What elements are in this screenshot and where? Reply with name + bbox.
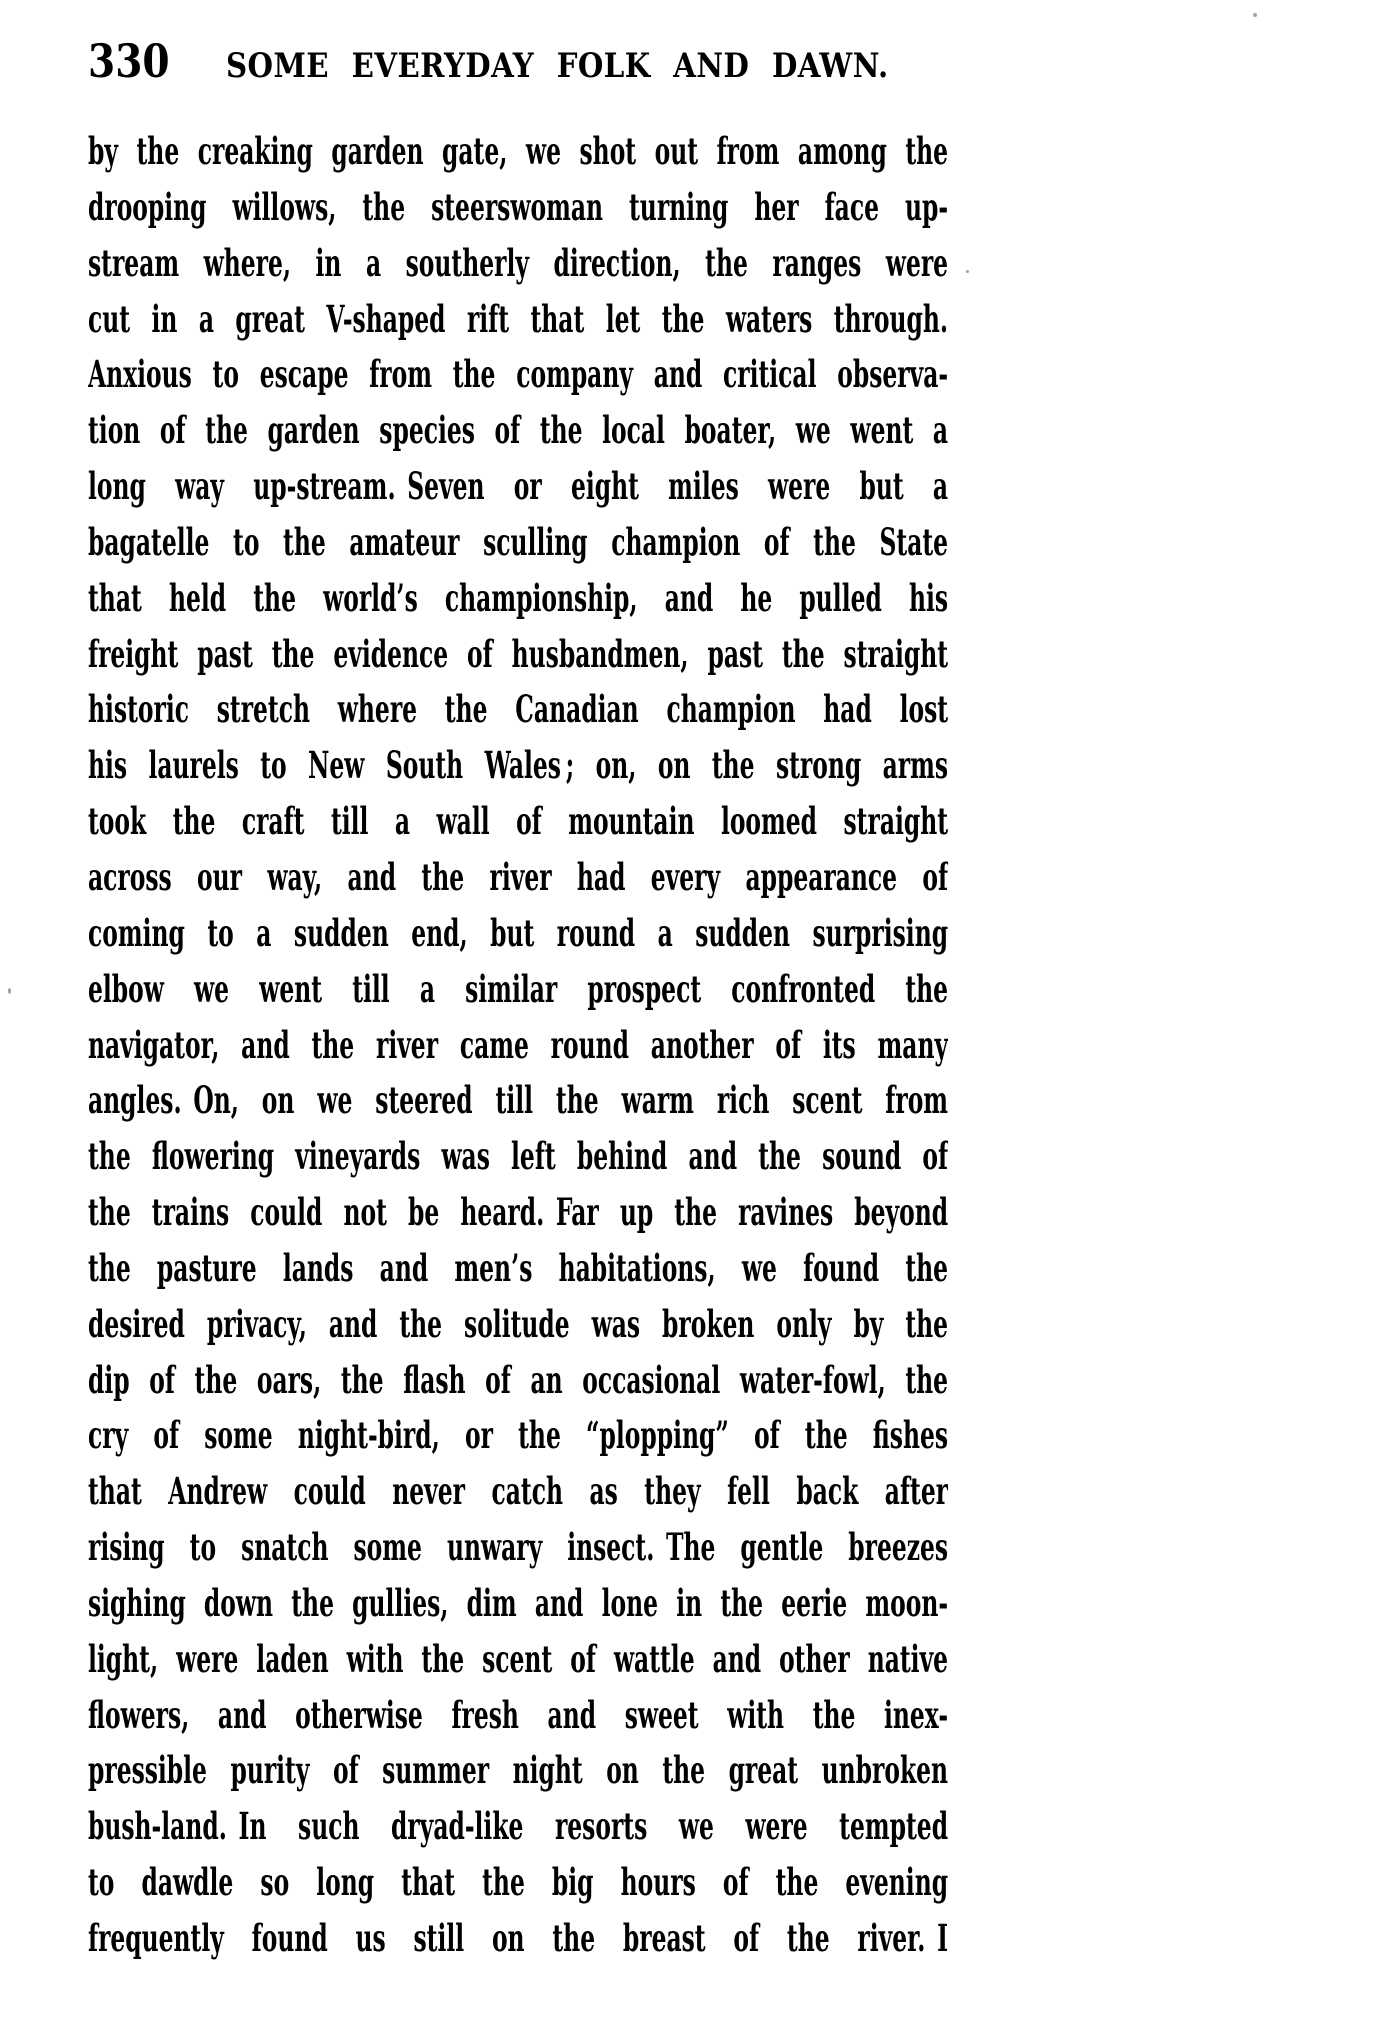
text-line: his laurels to New South Wales ; on, on the strong arms xyxy=(88,743,949,788)
text-line: that held the world’s championship, and he pulled his xyxy=(88,575,949,620)
text-line: sighing down the gullies, dim and lone in the eerie moon- xyxy=(88,1580,949,1625)
text-line: to dawdle so long that the big hours of the evening xyxy=(88,1860,949,1905)
text-block xyxy=(88,124,948,1967)
text-line: rising to snatch some unwary insect. The gentle breezes xyxy=(88,1525,949,1570)
text-line: freight past the evidence of husbandmen, past the straight xyxy=(88,631,949,676)
text-line: cut in a great V-shaped rift that let the waters through. xyxy=(88,296,949,341)
text-line: historic stretch where the Canadian champion had lost xyxy=(88,687,949,732)
text-line: drooping willows, the steerswoman turning her face up- xyxy=(88,184,949,229)
text-line: across our way, and the river had every appearance of xyxy=(88,854,949,899)
text-line: desired privacy, and the solitude was broken only by the xyxy=(88,1301,949,1346)
text-line: pressible purity of summer night on the great unbroken xyxy=(88,1748,949,1793)
text-line: frequently found us still on the breast of the river. I xyxy=(88,1916,949,1960)
text-line: elbow we went till a similar prospect confronted the xyxy=(88,966,949,1011)
running-title: SOME EVERYDAY FOLK AND DAWN. xyxy=(226,46,889,86)
page-number: 330 xyxy=(88,34,170,88)
text-line: dip of the oars, the flash of an occasional water-fowl, the xyxy=(88,1357,949,1402)
text-line: bush-land. In such dryad-like resorts we were tempted xyxy=(88,1804,949,1849)
page-body xyxy=(88,124,948,1967)
text-line: that Andrew could never catch as they fell back after xyxy=(88,1469,949,1514)
text-line: the trains could not be heard. Far up the ravines beyond xyxy=(88,1190,949,1235)
text-line: cry of some night-bird, or the “plopping” of the fishes xyxy=(88,1413,949,1458)
scan-artifact xyxy=(1253,13,1257,17)
text-line: took the craft till a wall of mountain loomed straight xyxy=(88,799,949,844)
scan-artifact xyxy=(8,988,11,994)
page-header xyxy=(88,34,988,88)
text-line: by the creaking garden gate, we shot out from among the xyxy=(88,129,949,173)
scan-artifact xyxy=(966,270,969,273)
text-line: coming to a sudden end, but round a sudden surprising xyxy=(88,910,949,955)
text-line: Anxious to escape from the company and critical observa- xyxy=(88,352,949,397)
text-line: flowers, and otherwise fresh and sweet with the inex- xyxy=(88,1692,949,1737)
text-line: angles. On, on we steered till the warm rich scent from xyxy=(88,1078,949,1123)
text-line: the pasture lands and men’s habitations, we found the xyxy=(88,1245,949,1290)
text-line: bagatelle to the amateur sculling champion of the State xyxy=(88,519,949,564)
text-line: light, were laden with the scent of wattle and other native xyxy=(88,1636,949,1681)
text-line: navigator, and the river came round another of its many xyxy=(88,1022,949,1067)
text-line: tion of the garden species of the local boater, we went a xyxy=(88,408,949,453)
text-line: the flowering vineyards was left behind and the sound of xyxy=(88,1134,949,1179)
text-line: stream where, in a southerly direction, the ranges were xyxy=(88,240,949,285)
text-line: long way up-stream. Seven or eight miles were but a xyxy=(88,464,949,509)
